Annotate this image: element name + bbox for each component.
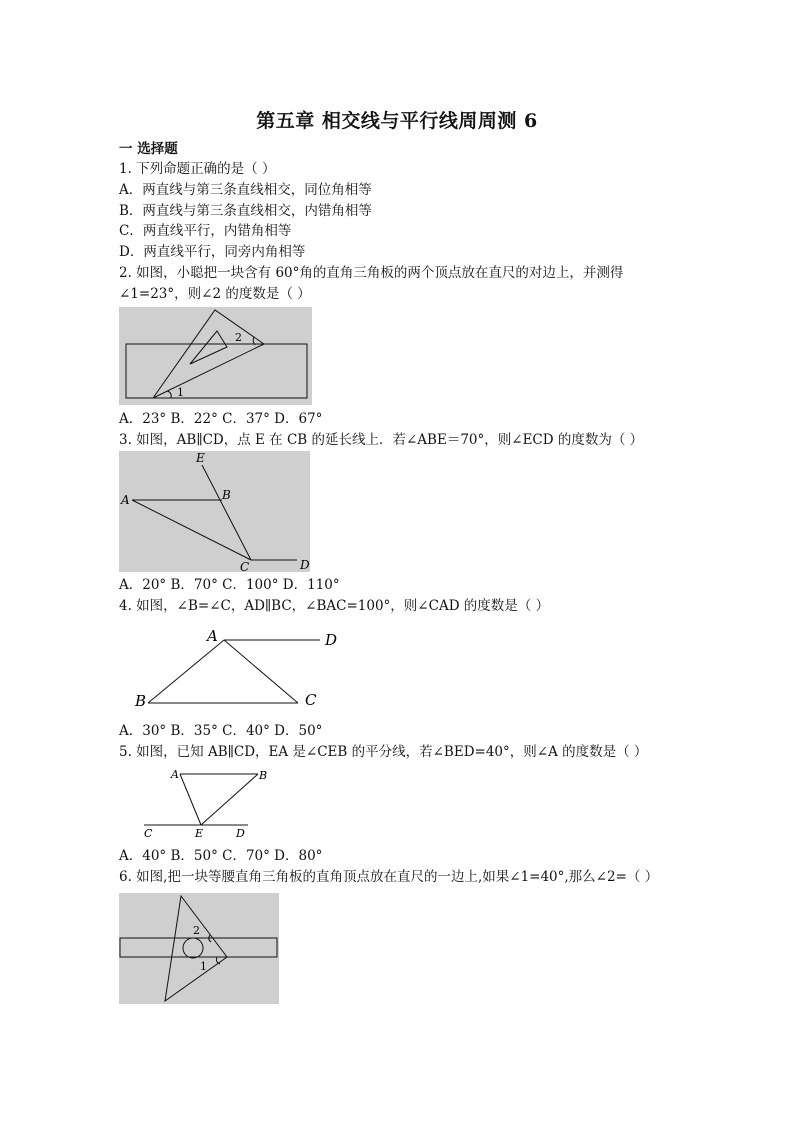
label-angle-2: 2 — [235, 331, 242, 344]
label-angle-2: 2 — [193, 924, 200, 937]
q5-options: A．40° B．50° C．70° D．80° — [119, 848, 323, 864]
q3-options: A．20° B．70° C．100° D．110° — [119, 577, 340, 593]
q1-option-a: A．两直线与第三条直线相交，同位角相等 — [119, 182, 372, 198]
label-e: E — [195, 827, 204, 840]
page-title: 第五章 相交线与平行线周周测 6 — [256, 110, 538, 132]
q1-option-c: C．两直线平行，内错角相等 — [119, 223, 292, 239]
section-heading: 一 选择题 — [119, 141, 178, 157]
label-a: A — [171, 768, 179, 781]
q5-stem: 5. 如图，已知 AB∥CD，EA 是∠CEB 的平分线，若∠BED=40°，则∠A 的度数是（ ） — [119, 744, 648, 760]
q2-figure-background — [119, 307, 312, 405]
label-c: C — [305, 691, 317, 709]
segment-ab — [148, 640, 224, 703]
q2-options: A．23° B．22° C．37° D．67° — [119, 411, 323, 427]
q4-options: A．30° B．35° C．40° D．50° — [119, 723, 323, 739]
q4-figure — [130, 624, 355, 712]
segment-ac — [224, 640, 298, 703]
q4-stem: 4. 如图，∠B=∠C，AD∥BC，∠BAC=100°，则∠CAD 的度数是（ ） — [119, 598, 550, 614]
q3-figure — [119, 451, 310, 572]
label-a: A — [121, 493, 130, 507]
q1-option-b: B．两直线与第三条直线相交，内错角相等 — [119, 203, 372, 219]
label-b: B — [135, 692, 147, 710]
segment-ae — [180, 774, 201, 825]
q6-stem: 6. 如图,把一块等腰直角三角板的直角顶点放在直尺的一边上,如果∠1=40°,那么∠2=（ ） — [119, 869, 659, 885]
q2-stem-line2: ∠1=23°，则∠2 的度数是（ ） — [119, 286, 311, 302]
label-d: D — [236, 827, 245, 840]
segment-be — [201, 774, 258, 825]
q6-figure-background — [119, 893, 279, 1004]
label-e: E — [196, 451, 205, 465]
q6-figure — [119, 893, 279, 1004]
label-d: D — [300, 558, 310, 572]
label-angle-1: 1 — [200, 960, 207, 973]
q5-figure — [140, 766, 268, 841]
q1-stem: 1. 下列命题正确的是（ ） — [119, 161, 276, 177]
label-angle-1: 1 — [177, 386, 184, 399]
q1-option-d: D．两直线平行，同旁内角相等 — [119, 244, 306, 260]
label-b: B — [222, 488, 231, 502]
q2-stem-line1: 2. 如图，小聪把一块含有 60°角的直角三角板的两个顶点放在直尺的对边上，并测得 — [119, 265, 624, 281]
q2-figure — [119, 307, 312, 405]
label-d: D — [325, 631, 338, 649]
q3-figure-background — [119, 451, 310, 572]
label-a: A — [207, 627, 218, 645]
label-b: B — [259, 769, 268, 782]
label-c: C — [240, 560, 250, 574]
label-c: C — [144, 827, 153, 840]
q3-stem: 3. 如图，AB∥CD，点 E 在 CB 的延长线上．若∠ABE＝70°，则∠ECD 的度数为（ ） — [119, 432, 644, 448]
